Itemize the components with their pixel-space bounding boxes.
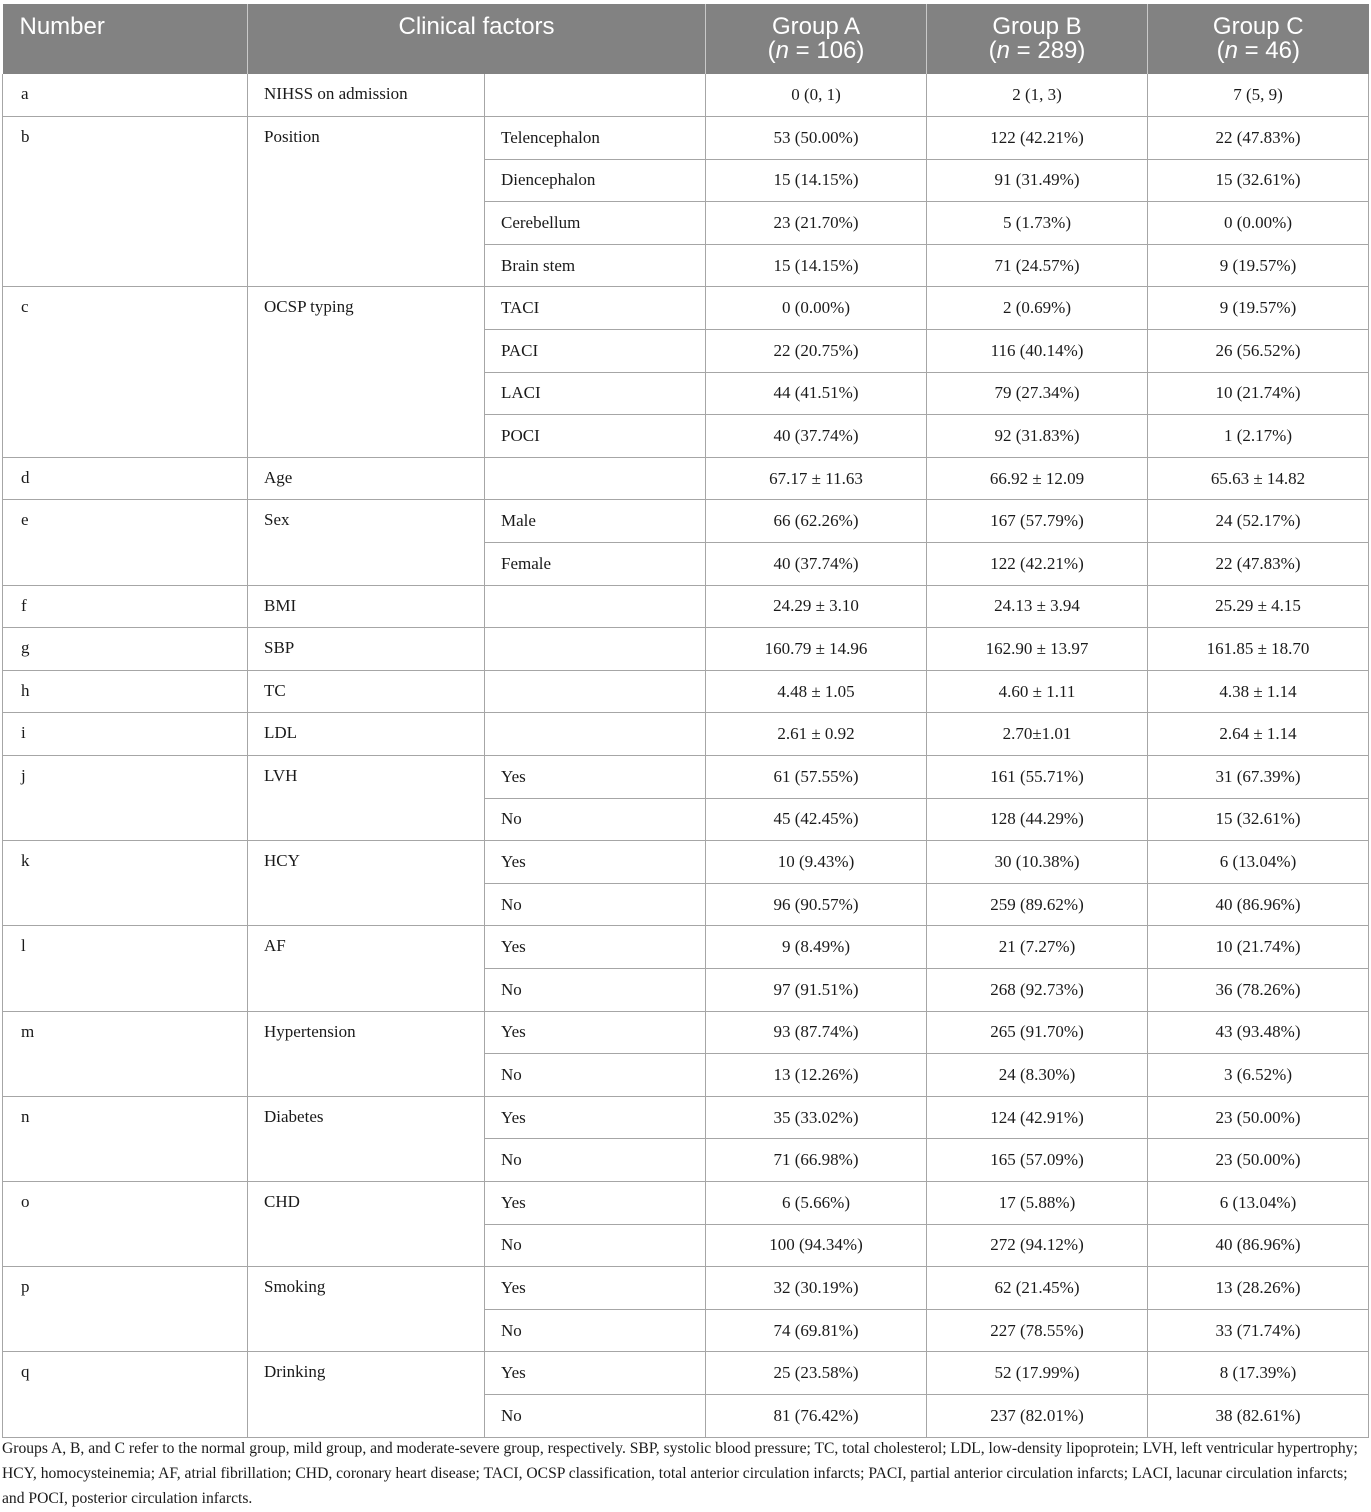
factor-subcategory: Yes xyxy=(485,1352,706,1395)
factor-subcategory: Cerebellum xyxy=(485,202,706,245)
group-a-label: Group A xyxy=(771,13,861,40)
row-number: k xyxy=(3,841,248,926)
factor-subcategory: Yes xyxy=(485,1011,706,1054)
group-a-value: 0 (0.00%) xyxy=(706,287,927,330)
row-number: m xyxy=(3,1011,248,1096)
group-b-value: 2 (1, 3) xyxy=(927,74,1148,117)
group-a-value: 97 (91.51%) xyxy=(706,968,927,1011)
factor-subcategory xyxy=(485,628,706,671)
group-a-value: 13 (12.26%) xyxy=(706,1054,927,1097)
group-b-label: Group B xyxy=(992,13,1082,40)
row-number: i xyxy=(3,713,248,756)
factor-subcategory xyxy=(485,713,706,756)
group-c-value: 9 (19.57%) xyxy=(1148,287,1369,330)
table-row xyxy=(3,1096,1369,1139)
header-row xyxy=(3,4,1369,74)
factor-subcategory: No xyxy=(485,1139,706,1182)
group-a-value: 67.17 ± 11.63 xyxy=(706,457,927,500)
factor-subcategory xyxy=(485,670,706,713)
clinical-factor: Smoking xyxy=(248,1267,485,1352)
group-a-value: 4.48 ± 1.05 xyxy=(706,670,927,713)
table-row xyxy=(3,1352,1369,1395)
table-row xyxy=(3,713,1369,756)
group-c-value: 23 (50.00%) xyxy=(1148,1139,1369,1182)
group-a-value: 23 (21.70%) xyxy=(706,202,927,245)
row-number: l xyxy=(3,926,248,1011)
group-b-value: 122 (42.21%) xyxy=(927,117,1148,160)
group-b-value: 259 (89.62%) xyxy=(927,883,1148,926)
factor-subcategory: No xyxy=(485,968,706,1011)
group-b-value: 165 (57.09%) xyxy=(927,1139,1148,1182)
group-b-value: 124 (42.91%) xyxy=(927,1096,1148,1139)
clinical-factor: Diabetes xyxy=(248,1096,485,1181)
factor-subcategory: Diencephalon xyxy=(485,159,706,202)
clinical-factor: BMI xyxy=(248,585,485,628)
group-b-value: 268 (92.73%) xyxy=(927,968,1148,1011)
group-b-value: 116 (40.14%) xyxy=(927,330,1148,373)
clinical-factor: AF xyxy=(248,926,485,1011)
factor-subcategory: Male xyxy=(485,500,706,543)
header-group-a xyxy=(706,4,927,74)
group-b-value: 161 (55.71%) xyxy=(927,756,1148,799)
clinical-factor: CHD xyxy=(248,1181,485,1266)
factor-subcategory: POCI xyxy=(485,415,706,458)
table-row xyxy=(3,117,1369,160)
table-footnote: Groups A, B, and C refer to the normal group, mild group, and moderate-severe group, respectively. SBP, systolic blood pressure; TC, total cholesterol; LDL, low-density lipoprotein; LVH, left ventricular hypertrophy; HCY, homocysteinemia; AF, atrial fibrillation; CHD, coronary heart disease; TACI, OCSP classification, total anterior circulation infarcts; PACI, partial anterior circulation infarcts; LACI, lacunar circulation infarcts; and POCI, posterior circulation infarcts. xyxy=(2,1440,1358,1507)
clinical-factor: TC xyxy=(248,670,485,713)
group-b-n: (n = 289) xyxy=(988,37,1086,64)
group-c-value: 13 (28.26%) xyxy=(1148,1267,1369,1310)
clinical-factor: Hypertension xyxy=(248,1011,485,1096)
group-b-value: 2 (0.69%) xyxy=(927,287,1148,330)
group-a-value: 45 (42.45%) xyxy=(706,798,927,841)
group-a-value: 100 (94.34%) xyxy=(706,1224,927,1267)
clinical-factor: Drinking xyxy=(248,1352,485,1437)
table-row xyxy=(3,841,1369,884)
group-c-value: 2.64 ± 1.14 xyxy=(1148,713,1369,756)
row-number: q xyxy=(3,1352,248,1437)
row-number: b xyxy=(3,117,248,287)
factor-subcategory: Yes xyxy=(485,926,706,969)
factor-subcategory: No xyxy=(485,1309,706,1352)
group-c-value: 31 (67.39%) xyxy=(1148,756,1369,799)
group-a-value: 9 (8.49%) xyxy=(706,926,927,969)
group-c-value: 0 (0.00%) xyxy=(1148,202,1369,245)
factor-subcategory: Telencephalon xyxy=(485,117,706,160)
group-a-value: 160.79 ± 14.96 xyxy=(706,628,927,671)
group-b-value: 128 (44.29%) xyxy=(927,798,1148,841)
group-b-value: 92 (31.83%) xyxy=(927,415,1148,458)
group-b-value: 66.92 ± 12.09 xyxy=(927,457,1148,500)
table-row xyxy=(3,500,1369,543)
group-a-value: 66 (62.26%) xyxy=(706,500,927,543)
header-clinical-factors: Clinical factors xyxy=(248,4,706,74)
table-row xyxy=(3,628,1369,671)
group-a-value: 15 (14.15%) xyxy=(706,159,927,202)
group-c-value: 40 (86.96%) xyxy=(1148,883,1369,926)
group-c-value: 22 (47.83%) xyxy=(1148,117,1369,160)
group-a-value: 0 (0, 1) xyxy=(706,74,927,117)
row-number: n xyxy=(3,1096,248,1181)
group-c-value: 26 (56.52%) xyxy=(1148,330,1369,373)
table-row xyxy=(3,670,1369,713)
group-b-value: 71 (24.57%) xyxy=(927,244,1148,287)
group-c-value: 36 (78.26%) xyxy=(1148,968,1369,1011)
table-row xyxy=(3,1011,1369,1054)
row-number: g xyxy=(3,628,248,671)
factor-subcategory: Yes xyxy=(485,841,706,884)
group-c-value: 6 (13.04%) xyxy=(1148,841,1369,884)
group-a-value: 15 (14.15%) xyxy=(706,244,927,287)
factor-subcategory: Yes xyxy=(485,1096,706,1139)
group-c-value: 161.85 ± 18.70 xyxy=(1148,628,1369,671)
group-a-value: 40 (37.74%) xyxy=(706,543,927,586)
group-b-value: 122 (42.21%) xyxy=(927,543,1148,586)
clinical-factor: LDL xyxy=(248,713,485,756)
row-number: o xyxy=(3,1181,248,1266)
group-b-value: 227 (78.55%) xyxy=(927,1309,1148,1352)
table-row xyxy=(3,457,1369,500)
row-number: a xyxy=(3,74,248,117)
table-row xyxy=(3,585,1369,628)
group-b-value: 24 (8.30%) xyxy=(927,1054,1148,1097)
factor-subcategory xyxy=(485,585,706,628)
group-a-value: 10 (9.43%) xyxy=(706,841,927,884)
row-number: d xyxy=(3,457,248,500)
group-b-value: 237 (82.01%) xyxy=(927,1394,1148,1437)
group-c-value: 23 (50.00%) xyxy=(1148,1096,1369,1139)
table-row xyxy=(3,74,1369,117)
table-row xyxy=(3,756,1369,799)
group-b-value: 167 (57.79%) xyxy=(927,500,1148,543)
group-b-value: 265 (91.70%) xyxy=(927,1011,1148,1054)
table-header xyxy=(3,4,1369,74)
row-number: c xyxy=(3,287,248,457)
group-a-value: 71 (66.98%) xyxy=(706,1139,927,1182)
group-c-label: Group C xyxy=(1212,13,1304,40)
group-b-value: 4.60 ± 1.11 xyxy=(927,670,1148,713)
table-row xyxy=(3,1267,1369,1310)
group-a-value: 40 (37.74%) xyxy=(706,415,927,458)
group-c-value: 4.38 ± 1.14 xyxy=(1148,670,1369,713)
group-a-value: 24.29 ± 3.10 xyxy=(706,585,927,628)
factor-subcategory: PACI xyxy=(485,330,706,373)
factor-subcategory xyxy=(485,457,706,500)
factor-subcategory: TACI xyxy=(485,287,706,330)
group-c-value: 40 (86.96%) xyxy=(1148,1224,1369,1267)
group-c-value: 25.29 ± 4.15 xyxy=(1148,585,1369,628)
factor-subcategory: No xyxy=(485,798,706,841)
clinical-factor: OCSP typing xyxy=(248,287,485,457)
group-c-value: 3 (6.52%) xyxy=(1148,1054,1369,1097)
group-b-value: 5 (1.73%) xyxy=(927,202,1148,245)
factor-subcategory: Yes xyxy=(485,756,706,799)
group-a-value: 2.61 ± 0.92 xyxy=(706,713,927,756)
group-a-value: 32 (30.19%) xyxy=(706,1267,927,1310)
group-c-value: 1 (2.17%) xyxy=(1148,415,1369,458)
factor-subcategory: No xyxy=(485,1394,706,1437)
table-row xyxy=(3,1181,1369,1224)
table-row xyxy=(3,287,1369,330)
group-c-value: 15 (32.61%) xyxy=(1148,159,1369,202)
clinical-factor: Position xyxy=(248,117,485,287)
row-number: f xyxy=(3,585,248,628)
clinical-factor: HCY xyxy=(248,841,485,926)
group-a-value: 96 (90.57%) xyxy=(706,883,927,926)
group-a-value: 74 (69.81%) xyxy=(706,1309,927,1352)
table-body xyxy=(3,74,1369,1437)
group-c-value: 10 (21.74%) xyxy=(1148,926,1369,969)
factor-subcategory: No xyxy=(485,1054,706,1097)
group-c-value: 15 (32.61%) xyxy=(1148,798,1369,841)
factor-subcategory: Yes xyxy=(485,1181,706,1224)
group-c-value: 33 (71.74%) xyxy=(1148,1309,1369,1352)
clinical-factor: Age xyxy=(248,457,485,500)
header-group-b xyxy=(927,4,1148,74)
row-number: p xyxy=(3,1267,248,1352)
group-b-value: 2.70±1.01 xyxy=(927,713,1148,756)
group-a-value: 25 (23.58%) xyxy=(706,1352,927,1395)
group-a-value: 93 (87.74%) xyxy=(706,1011,927,1054)
group-a-value: 81 (76.42%) xyxy=(706,1394,927,1437)
group-a-value: 22 (20.75%) xyxy=(706,330,927,373)
header-group-c xyxy=(1148,4,1369,74)
factor-subcategory: No xyxy=(485,1224,706,1267)
group-b-value: 17 (5.88%) xyxy=(927,1181,1148,1224)
clinical-factors-table xyxy=(2,4,1369,1438)
clinical-factor: NIHSS on admission xyxy=(248,74,485,117)
clinical-factor: SBP xyxy=(248,628,485,671)
group-b-value: 79 (27.34%) xyxy=(927,372,1148,415)
group-b-value: 30 (10.38%) xyxy=(927,841,1148,884)
row-number: e xyxy=(3,500,248,585)
factor-subcategory xyxy=(485,74,706,117)
group-c-value: 10 (21.74%) xyxy=(1148,372,1369,415)
group-c-value: 8 (17.39%) xyxy=(1148,1352,1369,1395)
factor-subcategory: Female xyxy=(485,543,706,586)
group-a-value: 44 (41.51%) xyxy=(706,372,927,415)
group-c-value: 24 (52.17%) xyxy=(1148,500,1369,543)
header-number: Number xyxy=(3,4,248,74)
group-b-value: 52 (17.99%) xyxy=(927,1352,1148,1395)
group-b-value: 21 (7.27%) xyxy=(927,926,1148,969)
group-b-value: 272 (94.12%) xyxy=(927,1224,1148,1267)
group-c-value: 38 (82.61%) xyxy=(1148,1394,1369,1437)
group-b-value: 24.13 ± 3.94 xyxy=(927,585,1148,628)
row-number: h xyxy=(3,670,248,713)
group-a-value: 6 (5.66%) xyxy=(706,1181,927,1224)
group-b-value: 91 (31.49%) xyxy=(927,159,1148,202)
group-c-n: (n = 46) xyxy=(1216,37,1300,64)
factor-subcategory: No xyxy=(485,883,706,926)
group-c-value: 7 (5, 9) xyxy=(1148,74,1369,117)
factor-subcategory: LACI xyxy=(485,372,706,415)
factor-subcategory: Brain stem xyxy=(485,244,706,287)
group-a-value: 53 (50.00%) xyxy=(706,117,927,160)
group-c-value: 43 (93.48%) xyxy=(1148,1011,1369,1054)
group-c-value: 22 (47.83%) xyxy=(1148,543,1369,586)
group-c-value: 9 (19.57%) xyxy=(1148,244,1369,287)
clinical-table-container xyxy=(2,4,1368,1438)
factor-subcategory: Yes xyxy=(485,1267,706,1310)
group-a-value: 61 (57.55%) xyxy=(706,756,927,799)
row-number: j xyxy=(3,756,248,841)
group-b-value: 162.90 ± 13.97 xyxy=(927,628,1148,671)
group-a-value: 35 (33.02%) xyxy=(706,1096,927,1139)
group-c-value: 65.63 ± 14.82 xyxy=(1148,457,1369,500)
group-b-value: 62 (21.45%) xyxy=(927,1267,1148,1310)
group-c-value: 6 (13.04%) xyxy=(1148,1181,1369,1224)
table-row xyxy=(3,926,1369,969)
clinical-factor: Sex xyxy=(248,500,485,585)
group-a-n: (n = 106) xyxy=(767,37,865,64)
clinical-factor: LVH xyxy=(248,756,485,841)
